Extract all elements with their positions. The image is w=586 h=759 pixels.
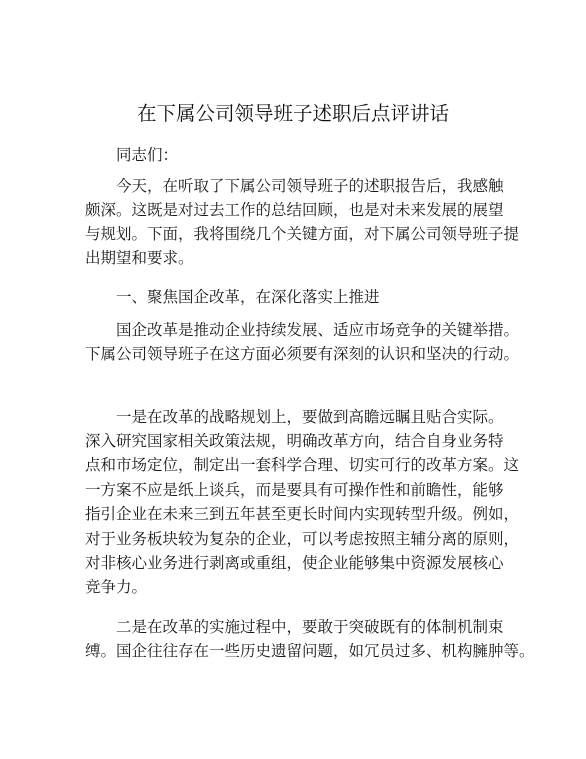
paragraph-line: 二是在改革的实施过程中，要敢于突破既有的体制机制束 — [116, 618, 504, 636]
paragraph-line: 竞争力。 — [85, 578, 148, 596]
paragraph-line: 今天，在听取了下属公司领导班子的述职报告后，我感触 — [116, 177, 504, 195]
paragraph-line: 缚。国企往往存在一些历史遗留问题，如冗员过多、机构臃肿等。 — [85, 642, 535, 660]
paragraph-line: 出期望和要求。 — [85, 249, 194, 267]
greeting: 同志们： — [116, 146, 179, 164]
paragraph-line: 对于业务板块较为复杂的企业，可以考虑按照主辅分离的原则， — [85, 530, 520, 548]
paragraph-line: 下属公司领导班子在这方面必须要有深刻的认识和坚决的行动。 — [85, 345, 520, 363]
paragraph-line: 一是在改革的战略规划上，要做到高瞻远瞩且贴合实际。 — [116, 408, 504, 426]
paragraph-line: 国企改革是推动企业持续发展、适应市场竞争的关键举措。 — [116, 321, 520, 339]
paragraph-line: 一方案不应是纸上谈兵，而是要具有可操作性和前瞻性，能够 — [85, 481, 504, 499]
paragraph-line: 与规划。下面，我将围绕几个关键方面，对下属公司领导班子提 — [85, 225, 520, 243]
paragraph-line: 指引企业在未来三到五年甚至更长时间内实现转型升级。例如， — [85, 505, 520, 523]
paragraph-line: 点和市场定位，制定出一套科学合理、切实可行的改革方案。这 — [85, 456, 520, 474]
paragraph-line: 深入研究国家相关政策法规，明确改革方向，结合自身业务特 — [85, 432, 504, 450]
section-heading: 一、聚焦国企改革，在深化落实上推进 — [116, 288, 380, 306]
paragraph-line: 颇深。这既是对过去工作的总结回顾，也是对未来发展的展望 — [85, 201, 504, 219]
paragraph-line: 对非核心业务进行剥离或重组，使企业能够集中资源发展核心 — [85, 554, 504, 572]
document-title: 在下属公司领导班子述职后点评讲话 — [136, 102, 449, 125]
